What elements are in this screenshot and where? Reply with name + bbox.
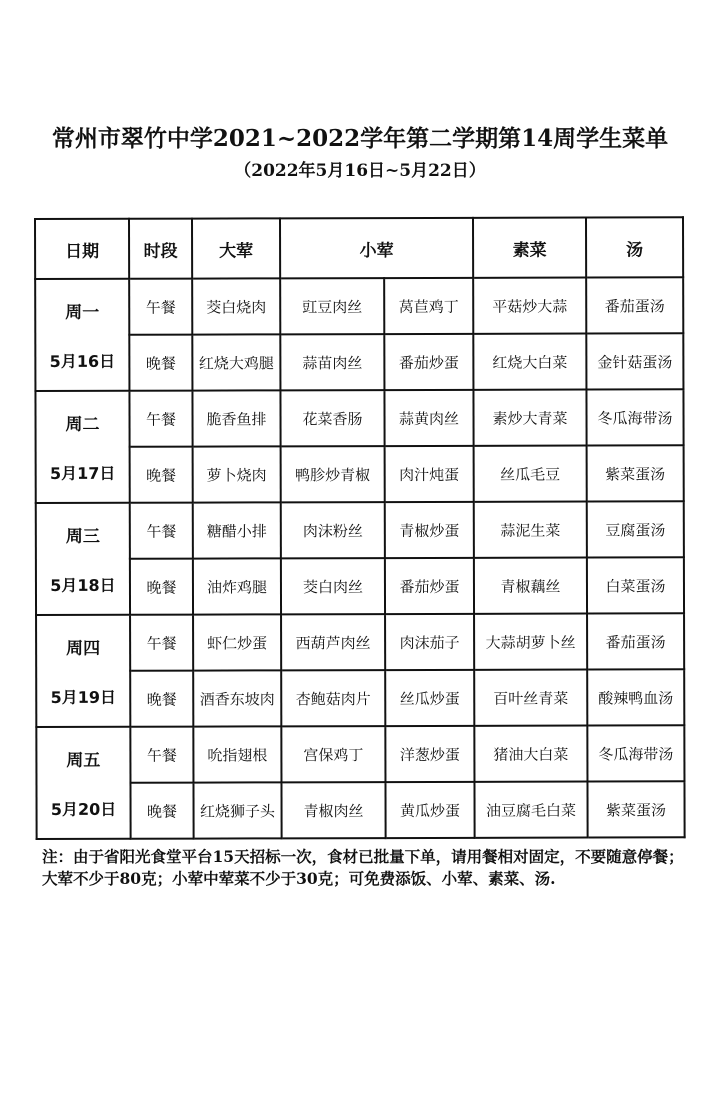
meal-period: 晚餐 xyxy=(129,335,192,391)
meal-period: 晚餐 xyxy=(130,559,193,615)
small-meat-dish-1: 杏鲍菇肉片 xyxy=(281,670,385,726)
soup-dish: 冬瓜海带汤 xyxy=(586,389,683,445)
vegetable-dish: 蒜泥生菜 xyxy=(474,502,587,558)
vegetable-dish: 油豆腐毛白菜 xyxy=(474,782,587,838)
main-meat-dish: 油炸鸡腿 xyxy=(193,558,281,614)
vegetable-dish: 平菇炒大蒜 xyxy=(473,278,586,334)
soup-dish: 紫菜蛋汤 xyxy=(587,445,684,501)
meal-period: 晚餐 xyxy=(130,671,193,727)
main-meat-dish: 糖醋小排 xyxy=(193,502,281,558)
day-cell xyxy=(36,727,130,839)
day-date: 5月17日 xyxy=(49,463,116,483)
meal-period: 晚餐 xyxy=(130,783,193,839)
table-row xyxy=(36,669,684,727)
small-meat-dish-1: 茭白肉丝 xyxy=(281,558,385,614)
day-cell xyxy=(35,279,129,391)
main-meat-dish: 虾仁炒蛋 xyxy=(193,614,281,670)
table-row xyxy=(35,389,683,447)
header-main-meat: 大荤 xyxy=(192,218,280,278)
day-name: 周一 xyxy=(65,302,100,323)
main-meat-dish: 萝卜烧肉 xyxy=(193,446,281,502)
meal-period: 午餐 xyxy=(130,615,193,671)
soup-dish: 酸辣鸭血汤 xyxy=(587,669,684,725)
table-row xyxy=(35,333,683,391)
soup-dish: 番茄蛋汤 xyxy=(586,277,683,333)
day-name: 周四 xyxy=(66,638,101,659)
soup-dish: 白菜蛋汤 xyxy=(587,557,684,613)
day-name: 周五 xyxy=(66,750,101,771)
vegetable-dish: 青椒藕丝 xyxy=(474,558,587,614)
vegetable-dish: 猪油大白菜 xyxy=(474,726,587,782)
small-meat-dish-1: 蒜苗肉丝 xyxy=(280,334,384,390)
small-meat-dish-2: 莴苣鸡丁 xyxy=(384,278,473,334)
page-subtitle: （2022年5月16日~5月22日） xyxy=(234,161,486,181)
soup-dish: 豆腐蛋汤 xyxy=(587,501,684,557)
small-meat-dish-2: 丝瓜炒蛋 xyxy=(385,670,474,726)
header-period: 时段 xyxy=(129,219,192,279)
meal-period: 午餐 xyxy=(129,391,192,447)
main-meat-dish: 红烧大鸡腿 xyxy=(192,334,280,390)
table-row xyxy=(36,613,684,671)
header-row xyxy=(35,217,683,279)
small-meat-dish-2: 番茄炒蛋 xyxy=(385,558,474,614)
vegetable-dish: 丝瓜毛豆 xyxy=(474,446,587,502)
main-meat-dish: 红烧狮子头 xyxy=(193,782,281,838)
header-date: 日期 xyxy=(35,219,129,279)
main-meat-dish: 吮指翅根 xyxy=(193,726,281,782)
header-vegetable: 素菜 xyxy=(473,218,586,278)
day-date: 5月19日 xyxy=(50,687,116,707)
table-row xyxy=(36,781,684,839)
vegetable-dish: 素炒大青菜 xyxy=(473,390,586,446)
soup-dish: 番茄蛋汤 xyxy=(587,613,684,669)
day-cell xyxy=(36,615,130,727)
meal-period: 午餐 xyxy=(129,279,192,335)
small-meat-dish-2: 肉沫茄子 xyxy=(385,614,474,670)
vegetable-dish: 百叶丝青菜 xyxy=(474,670,587,726)
page-title: 常州市翠竹中学2021~2022学年第二学期第14周学生菜单 xyxy=(51,125,669,152)
day-date: 5月18日 xyxy=(50,575,116,595)
meal-period: 晚餐 xyxy=(130,447,193,503)
small-meat-dish-1: 青椒肉丝 xyxy=(281,782,385,838)
header-soup: 汤 xyxy=(586,217,683,277)
small-meat-dish-2: 蒜黄肉丝 xyxy=(384,390,473,446)
small-meat-dish-1: 鸭胗炒青椒 xyxy=(281,446,385,502)
small-meat-dish-1: 豇豆肉丝 xyxy=(280,278,384,334)
day-name: 周二 xyxy=(65,414,100,435)
vegetable-dish: 大蒜胡萝卜丝 xyxy=(474,614,587,670)
day-name: 周三 xyxy=(65,526,100,547)
soup-dish: 紫菜蛋汤 xyxy=(587,781,684,837)
small-meat-dish-1: 宫保鸡丁 xyxy=(281,726,385,782)
small-meat-dish-1: 西葫芦肉丝 xyxy=(281,614,385,670)
soup-dish: 冬瓜海带汤 xyxy=(587,725,684,781)
menu-table xyxy=(34,216,686,840)
day-cell xyxy=(35,391,129,503)
small-meat-dish-2: 洋葱炒蛋 xyxy=(385,726,474,782)
table-row xyxy=(36,445,684,503)
main-meat-dish: 酒香东坡肉 xyxy=(193,670,281,726)
small-meat-dish-1: 肉沫粉丝 xyxy=(281,502,385,558)
table-row xyxy=(36,501,684,559)
small-meat-dish-2: 肉汁炖蛋 xyxy=(385,446,474,502)
main-meat-dish: 茭白烧肉 xyxy=(192,278,280,334)
small-meat-dish-2: 青椒炒蛋 xyxy=(385,502,474,558)
small-meat-dish-2: 黄瓜炒蛋 xyxy=(385,782,474,838)
day-date: 5月20日 xyxy=(50,799,117,819)
main-meat-dish: 脆香鱼排 xyxy=(192,390,280,446)
meal-period: 午餐 xyxy=(130,503,193,559)
table-row xyxy=(36,557,684,615)
table-row xyxy=(35,277,683,335)
day-cell xyxy=(36,503,130,615)
vegetable-dish: 红烧大白菜 xyxy=(473,334,586,390)
table-row xyxy=(36,725,684,783)
soup-dish: 金针菇蛋汤 xyxy=(586,333,683,389)
meal-period: 午餐 xyxy=(130,727,193,783)
small-meat-dish-2: 番茄炒蛋 xyxy=(384,334,473,390)
day-date: 5月16日 xyxy=(49,351,116,371)
footnote: 注：由于省阳光食堂平台15天招标一次，食材已批量下单，请用餐相对固定，不要随意停餐；大荤不少于80克；小荤中荤菜不少于30克；可免费添饭、小荤、素菜、汤. xyxy=(42,847,684,888)
small-meat-dish-1: 花菜香肠 xyxy=(280,390,384,446)
header-small-meat: 小荤 xyxy=(280,218,473,279)
